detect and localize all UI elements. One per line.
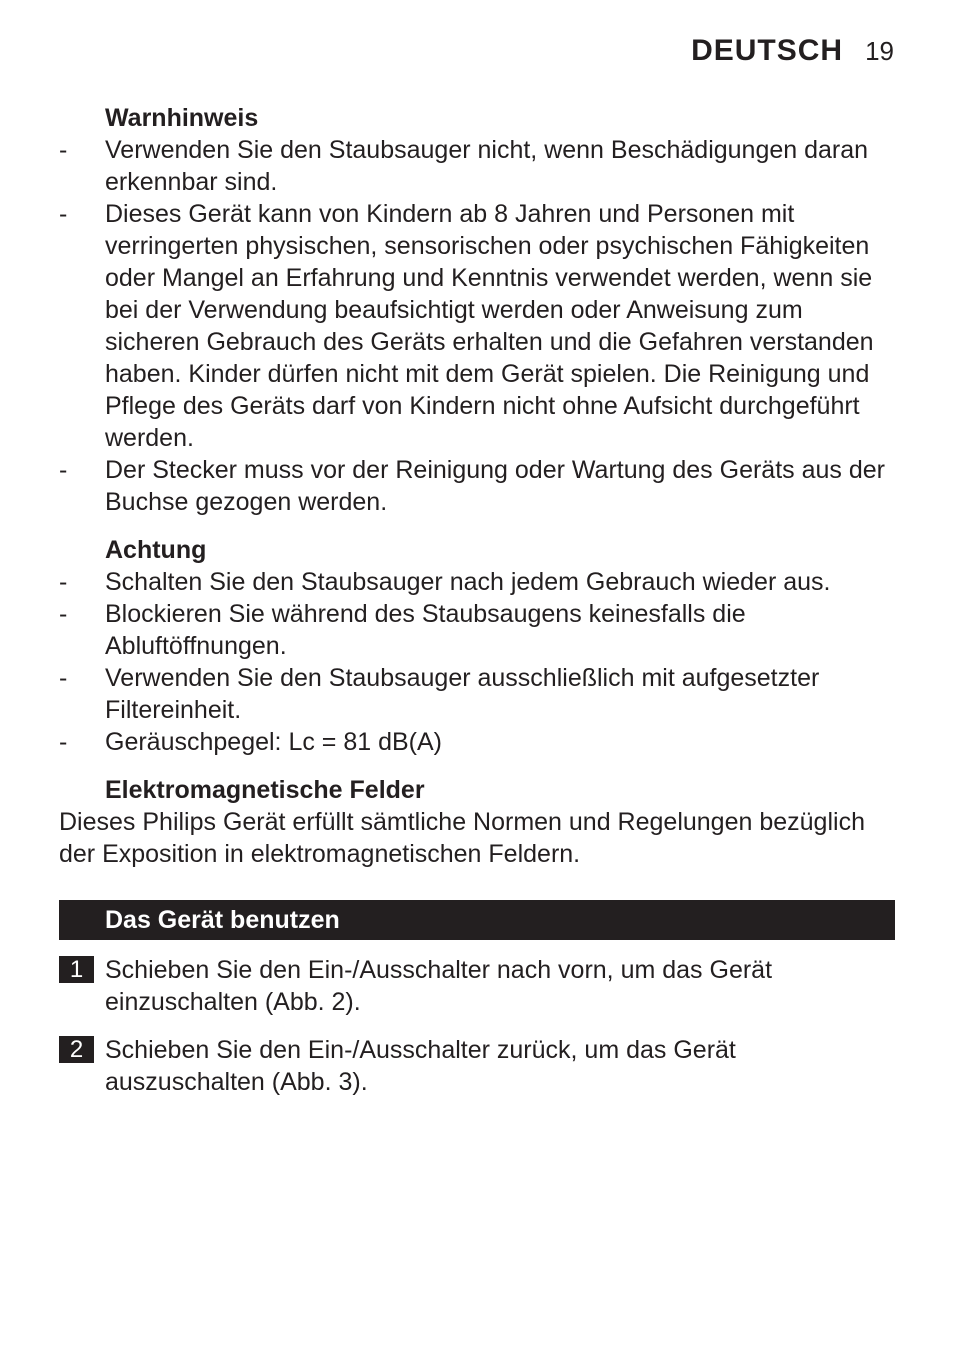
list-item-text: Schalten Sie den Staubsauger nach jedem Gebrauch wieder aus. — [105, 568, 831, 596]
bullet-dash: - — [59, 600, 68, 628]
step-text: Schieben Sie den Ein-/Ausschalter nach vorn, um das Gerät einzuschalten (Abb. 2). — [105, 956, 773, 1016]
language-label: DEUTSCH — [691, 34, 844, 67]
list-item — [59, 598, 895, 662]
section-title-achtung: Achtung — [105, 536, 207, 564]
emf-paragraph: Dieses Philips Gerät erfüllt sämtliche Normen und Regelungen bezüglich der Exposition in elektromagnetischen Feldern. — [59, 808, 865, 868]
bullet-dash: - — [59, 200, 68, 228]
list-item — [59, 566, 895, 598]
page-content — [59, 102, 895, 1114]
bullet-dash: - — [59, 664, 68, 692]
warnhinweis-list — [59, 134, 895, 518]
list-item — [59, 134, 895, 198]
bullet-dash: - — [59, 728, 68, 756]
list-item — [59, 662, 895, 726]
list-item-text: Blockieren Sie während des Staubsaugens keinesfalls die Abluftöffnungen. — [105, 600, 746, 660]
bullet-dash: - — [59, 568, 68, 596]
achtung-list — [59, 566, 895, 758]
step-item — [59, 954, 895, 1018]
list-item — [59, 198, 895, 454]
page-header — [691, 34, 894, 68]
bullet-dash: - — [59, 136, 68, 164]
step-number-badge: 1 — [59, 956, 94, 983]
list-item — [59, 726, 895, 758]
list-item-text: Dieses Gerät kann von Kindern ab 8 Jahren und Personen mit verringerten physischen, sensorischen oder psychischen Fähigkeiten oder Mangel an Erfahrung und Kenntnis verwendet werden, wenn sie bei der Verwendung beaufsichtigt werden oder Anweisung zum sicheren Gebrauch des Geräts erhalten und die Gefahren verstanden haben. Kinder dürfen nicht mit dem Gerät spielen. Die Reinigung und Pflege des Geräts darf von Kindern nicht ohne Aufsicht durchgeführt werden. — [105, 200, 874, 452]
step-item — [59, 1034, 895, 1098]
list-item-text: Verwenden Sie den Staubsauger ausschließlich mit aufgesetzter Filtereinheit. — [105, 664, 820, 724]
section-title-emf: Elektromagnetische Felder — [105, 776, 425, 804]
section-bar-usage: Das Gerät benutzen — [59, 900, 895, 940]
step-number-badge: 2 — [59, 1036, 94, 1063]
page-number: 19 — [865, 36, 894, 66]
usage-steps — [59, 954, 895, 1098]
list-item-text: Geräuschpegel: Lc = 81 dB(A) — [105, 728, 442, 756]
list-item — [59, 454, 895, 518]
bullet-dash: - — [59, 456, 68, 484]
step-text: Schieben Sie den Ein-/Ausschalter zurück, um das Gerät auszuschalten (Abb. 3). — [105, 1036, 736, 1096]
list-item-text: Der Stecker muss vor der Reinigung oder Wartung des Geräts aus der Buchse gezogen werden. — [105, 456, 885, 516]
section-title-warnhinweis: Warnhinweis — [105, 104, 259, 132]
list-item-text: Verwenden Sie den Staubsauger nicht, wenn Beschädigungen daran erkennbar sind. — [105, 136, 869, 196]
